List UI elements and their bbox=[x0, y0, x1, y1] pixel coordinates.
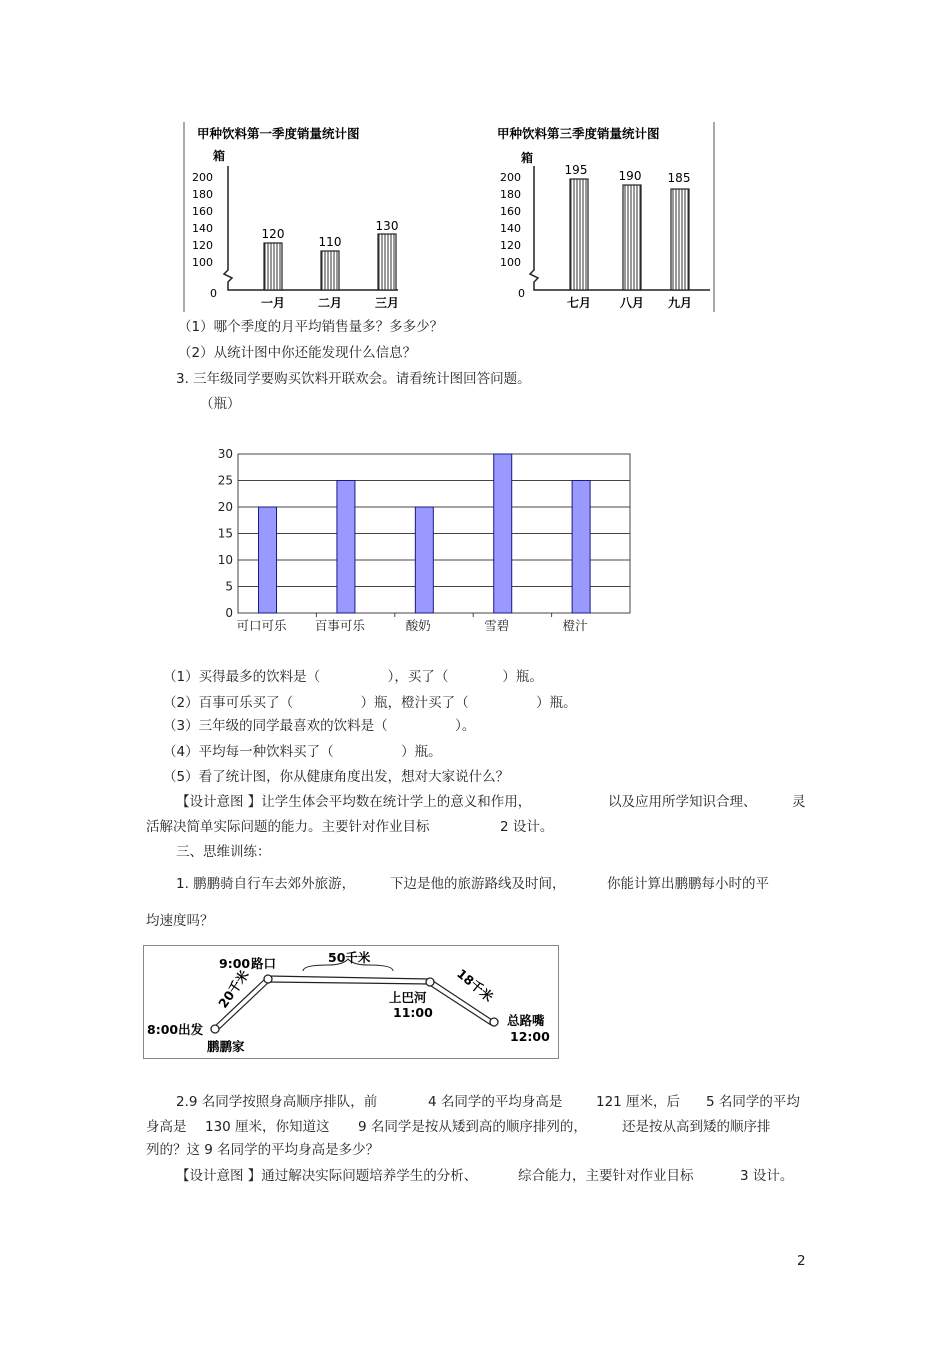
drink-bar bbox=[337, 481, 355, 614]
chart1-ytick: 0 bbox=[210, 287, 217, 300]
chart2-ytick: 140 bbox=[500, 222, 521, 235]
drink-ytick: 30 bbox=[217, 447, 233, 461]
section3-q1-a: 1. 鹏鹏骑自行车去郊外旅游， bbox=[176, 876, 356, 892]
page-number: 2 bbox=[797, 1253, 806, 1269]
q3-title: 3. 三年级同学要购买饮料开联欢会。请看统计图回答问题。 bbox=[176, 371, 531, 387]
chart1-ytick: 200 bbox=[192, 171, 213, 184]
drink-ytick: 10 bbox=[217, 553, 233, 567]
chart1-bar-value: 130 bbox=[375, 219, 399, 233]
design2-b: 综合能力，主要针对作业目标 bbox=[518, 1168, 694, 1184]
seg1-label: 20千米 bbox=[215, 967, 252, 1011]
chart1-bar-jan bbox=[264, 243, 282, 290]
node-end bbox=[490, 1018, 498, 1026]
p1-time: 9:00 bbox=[219, 956, 251, 971]
q3-sub1: （1）买得最多的饮料是（ ），买了（ ）瓶。 bbox=[163, 669, 543, 685]
seg3-label: 18千米 bbox=[454, 965, 497, 1005]
chart2-bar-aug bbox=[623, 185, 641, 290]
drink-category-label: 雪碧 bbox=[484, 618, 510, 633]
section3-heading: 三、思维训练： bbox=[176, 844, 271, 860]
design2-a: 【设计意图 】通过解决实际问题培养学生的分析、 bbox=[176, 1168, 478, 1184]
drink-category-label: 酸奶 bbox=[405, 618, 431, 633]
q2b-l1-d: 5 名同学的平均 bbox=[706, 1094, 800, 1110]
chart1-xlabel: 三月 bbox=[374, 296, 400, 310]
chart2-ytick: 0 bbox=[518, 287, 525, 300]
chart1-bar-mar bbox=[378, 234, 396, 290]
chart2-xlabel: 九月 bbox=[667, 296, 693, 310]
chart1-ytick: 120 bbox=[192, 239, 213, 252]
chart1-unit: 箱 bbox=[213, 149, 226, 163]
drink-ytick: 5 bbox=[225, 579, 233, 594]
chart2-ytick: 200 bbox=[500, 171, 521, 184]
design1-line2-a: 活解决简单实际问题的能力。主要针对作业目标 bbox=[146, 819, 430, 835]
chart1-xlabel: 二月 bbox=[317, 296, 343, 310]
chart2-bar-jul bbox=[570, 179, 588, 290]
drink-ytick: 0 bbox=[225, 606, 233, 620]
drink-ytick: 20 bbox=[217, 500, 233, 514]
chart1-xlabel: 一月 bbox=[260, 296, 286, 310]
chart2-xlabel: 八月 bbox=[619, 296, 645, 310]
chart1-ytick: 140 bbox=[192, 222, 213, 235]
chart1-title: 甲种饮料第一季度销量统计图 bbox=[197, 126, 360, 141]
design1-line1-b: 以及应用所学知识合理、 bbox=[608, 794, 757, 810]
section3-q1-d: 均速度吗？ bbox=[146, 913, 214, 929]
drink-ytick: 15 bbox=[217, 526, 233, 541]
chart2-bar-value: 195 bbox=[564, 163, 588, 177]
q2b-l3: 列的？这 9 名同学的平均身高是多少？ bbox=[146, 1142, 380, 1158]
design2-c: 3 设计。 bbox=[740, 1168, 794, 1184]
q2b-l1-c: 121 厘米，后 bbox=[596, 1094, 681, 1110]
drink-category-label: 橙汁 bbox=[562, 618, 588, 633]
quarter-charts-svg bbox=[183, 122, 716, 312]
start-time: 8:00出发 bbox=[147, 1022, 204, 1037]
p2-time: 11:00 bbox=[393, 1005, 433, 1020]
start-name: 鹏鹏家 bbox=[207, 1039, 245, 1054]
chart1-axes bbox=[224, 166, 398, 290]
q3-sub2: （2）百事可乐买了（ ）瓶，橙汁买了（ ）瓶。 bbox=[163, 695, 577, 711]
q3-unit: （瓶） bbox=[200, 396, 241, 412]
end-time: 12:00 bbox=[510, 1029, 550, 1044]
q3-sub5: （5）看了统计图，你从健康角度出发，想对大家说什么？ bbox=[163, 769, 510, 785]
chart2-bar-value: 190 bbox=[618, 169, 642, 183]
chart2-title: 甲种饮料第三季度销量统计图 bbox=[497, 126, 660, 141]
drink-bar bbox=[494, 454, 512, 613]
section3-q1-b: 下边是他的旅游路线及时间， bbox=[390, 876, 566, 892]
node-crossroad bbox=[264, 975, 272, 983]
q2b-l1-b: 4 名同学的平均身高是 bbox=[428, 1094, 563, 1110]
chart2-bar-value: 185 bbox=[667, 171, 691, 185]
drink-category-label: 可口可乐 bbox=[236, 618, 287, 633]
chart2-unit: 箱 bbox=[521, 151, 534, 165]
section3-q1-c: 你能计算出鹏鹏每小时的平 bbox=[607, 876, 769, 892]
q2b-l1-a: 2.9 名同学按照身高顺序排队，前 bbox=[176, 1094, 378, 1110]
q2-sub2: （2）从统计图中你还能发现什么信息？ bbox=[178, 345, 417, 361]
p2-name: 上巴河 bbox=[389, 990, 427, 1005]
drink-bar bbox=[572, 481, 590, 614]
chart2-bar-sep bbox=[671, 189, 689, 290]
node-start bbox=[211, 1025, 219, 1033]
q2b-l2-d: 还是按从高到矮的顺序排 bbox=[622, 1119, 771, 1135]
q2b-l2-a: 身高是 bbox=[146, 1119, 187, 1135]
node-shangbahe bbox=[426, 978, 434, 986]
drink-bar bbox=[259, 507, 277, 613]
chart2-xlabel: 七月 bbox=[566, 296, 592, 310]
design1-line1-c: 灵 bbox=[792, 794, 806, 810]
q3-sub3: （3）三年级的同学最喜欢的饮料是（ ）。 bbox=[163, 718, 476, 734]
chart1-bar-value: 110 bbox=[318, 235, 342, 249]
chart2-ytick: 160 bbox=[500, 205, 521, 218]
drink-bar bbox=[415, 507, 433, 613]
chart2-ytick: 180 bbox=[500, 188, 521, 201]
drink-chart-svg bbox=[205, 445, 645, 640]
chart1-ytick: 100 bbox=[192, 256, 213, 269]
chart2-ytick: 120 bbox=[500, 239, 521, 252]
design1-line1-a: 【设计意图 】让学生体会平均数在统计学上的意义和作用， bbox=[176, 794, 532, 810]
chart1-bar-value: 120 bbox=[261, 227, 285, 241]
q3-sub4: （4）平均每一种饮料买了（ ）瓶。 bbox=[163, 744, 442, 760]
q2b-l2-b: 130 厘米，你知道这 bbox=[205, 1119, 330, 1135]
q2-sub1: （1）哪个季度的月平均销售量多？多多少？ bbox=[178, 319, 444, 335]
chart1-ytick: 160 bbox=[192, 205, 213, 218]
drink-category-label: 百事可乐 bbox=[314, 618, 365, 633]
drink-chart bbox=[205, 445, 645, 640]
chart1-ytick: 180 bbox=[192, 188, 213, 201]
q2b-l2-c: 9 名同学是按从矮到高的顺序排列的， bbox=[358, 1119, 587, 1135]
end-name: 总路嘴 bbox=[507, 1013, 545, 1028]
drink-ytick: 25 bbox=[217, 473, 233, 488]
design1-line2-b: 2 设计。 bbox=[500, 819, 554, 835]
chart1-bar-feb bbox=[321, 251, 339, 290]
seg2-label: 50千米 bbox=[328, 950, 371, 965]
route-diagram-svg bbox=[143, 945, 559, 1059]
p1-name: 路口 bbox=[251, 956, 277, 971]
route-diagram bbox=[143, 945, 559, 1059]
chart2-ytick: 100 bbox=[500, 256, 521, 269]
quarter-charts-image bbox=[183, 122, 716, 312]
